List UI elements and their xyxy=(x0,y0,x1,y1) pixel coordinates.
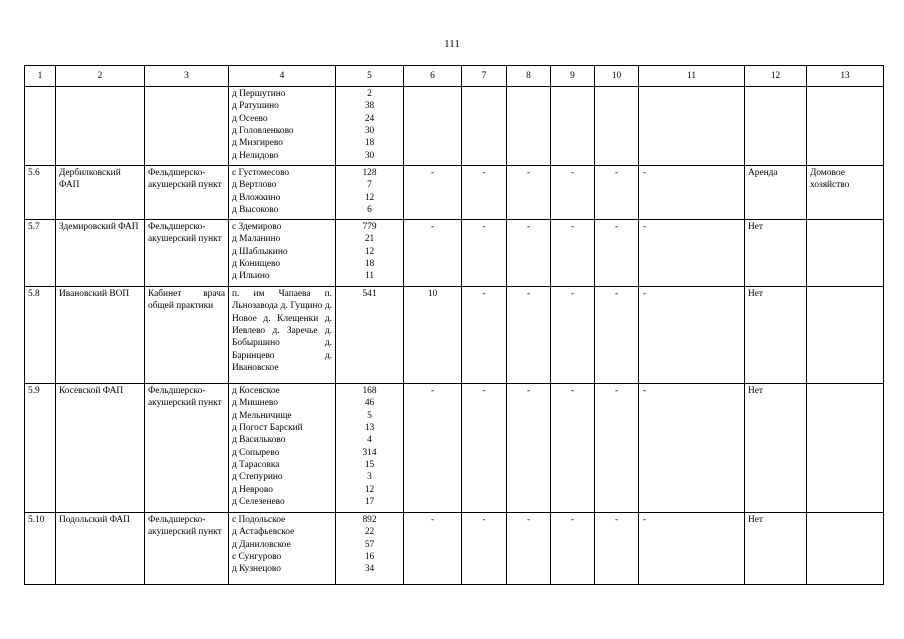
population-value: 892 xyxy=(362,515,377,525)
col-10-cell: - xyxy=(595,384,639,513)
col-7-cell: - xyxy=(462,287,507,384)
col-10-cell xyxy=(595,87,639,166)
population-value: 18 xyxy=(364,259,375,270)
population-value: 46 xyxy=(364,398,375,409)
col-11-cell: - xyxy=(639,166,745,220)
col-7-cell xyxy=(462,87,507,166)
col-6-cell: 10 xyxy=(404,287,462,384)
facility-name-cell: Ивановский ВОП xyxy=(56,287,145,384)
settlement-name: д Ильино xyxy=(232,271,270,282)
col-10-cell: - xyxy=(595,513,639,585)
premises-cell xyxy=(807,513,884,585)
premises-cell xyxy=(807,287,884,384)
col-11-cell: - xyxy=(639,220,745,287)
settlement-name: д Селезенево xyxy=(232,497,285,508)
facility-name-cell: Косевской ФАП xyxy=(56,384,145,513)
population-value: 779 xyxy=(362,222,377,232)
population-value: 16 xyxy=(364,552,375,563)
population-value: 4 xyxy=(367,435,372,446)
settlement-name: д Вложкино xyxy=(232,192,281,203)
header-cell: 2 xyxy=(56,66,145,87)
header-cell: 13 xyxy=(807,66,884,87)
population-value: 12 xyxy=(364,192,375,203)
table-row xyxy=(25,220,884,287)
population-value: 13 xyxy=(364,423,375,434)
col-11-cell xyxy=(639,87,745,166)
settlement-name: д Тарасовка xyxy=(232,460,280,471)
settlement-name: д Конищево xyxy=(232,259,281,270)
col-10-cell: - xyxy=(595,220,639,287)
header-cell: 3 xyxy=(145,66,229,87)
population-value: 21 xyxy=(364,234,375,245)
settlement-name: с Подольское xyxy=(232,515,286,525)
settlement-name: д Осеево xyxy=(232,113,268,124)
settlements-cell xyxy=(229,384,336,513)
settlement-name: с Здемирово xyxy=(232,222,282,232)
header-cell: 4 xyxy=(229,66,336,87)
ownership-cell: Нет xyxy=(745,287,807,384)
page-number: 111 xyxy=(444,38,460,50)
settlement-name: с Густомесово xyxy=(232,168,290,178)
col-9-cell xyxy=(551,87,595,166)
col-9-cell: - xyxy=(551,384,595,513)
facility-type-cell: Фельдшерско-акушерский пункт xyxy=(145,513,229,585)
row-number-cell: 5.6 xyxy=(25,166,56,220)
population-value: 6 xyxy=(367,205,372,216)
population-value: 541 xyxy=(362,289,377,299)
population-value: 12 xyxy=(364,484,375,495)
settlements-cell xyxy=(229,166,336,220)
col-9-cell: - xyxy=(551,166,595,220)
facility-name-cell: Дербилковский ФАП xyxy=(56,166,145,220)
settlement-name: д Шаблыкино xyxy=(232,246,288,257)
settlement-name: д Косевское xyxy=(232,386,280,396)
settlement-name: д Вертлово xyxy=(232,180,277,191)
table-row xyxy=(25,513,884,585)
row-number-cell: 5.8 xyxy=(25,287,56,384)
col-7-cell: - xyxy=(462,513,507,585)
settlements-cell xyxy=(229,87,336,166)
table-header-row xyxy=(25,66,884,87)
population-value: 3 xyxy=(367,472,372,483)
settlement-name: д Астафьевское xyxy=(232,527,295,538)
settlement-name: д Даниловское xyxy=(232,539,291,550)
col-6-cell: - xyxy=(404,166,462,220)
ownership-cell: Нет xyxy=(745,384,807,513)
header-cell: 11 xyxy=(639,66,745,87)
facility-type-cell: Фельдшерско-акушерский пункт xyxy=(145,166,229,220)
header-cell: 5 xyxy=(336,66,404,87)
col-6-cell: - xyxy=(404,220,462,287)
premises-cell: Домовое хозяйство xyxy=(807,166,884,220)
table-row xyxy=(25,384,884,513)
settlement-name: д Головленково xyxy=(232,126,294,137)
facility-type-cell: Кабинет врача общей практики xyxy=(145,287,229,384)
row-number-cell: 5.9 xyxy=(25,384,56,513)
col-11-cell: - xyxy=(639,287,745,384)
col-8-cell: - xyxy=(507,384,551,513)
col-11-cell: - xyxy=(639,384,745,513)
col-8-cell: - xyxy=(507,220,551,287)
facility-name-cell xyxy=(56,87,145,166)
settlement-name: д Мишнево xyxy=(232,398,278,409)
facility-type-cell: Фельдшерско-акушерский пункт xyxy=(145,384,229,513)
header-cell: 12 xyxy=(745,66,807,87)
col-6-cell: - xyxy=(404,513,462,585)
col-8-cell: - xyxy=(507,513,551,585)
population-cell xyxy=(336,166,404,220)
row-number-cell: 5.7 xyxy=(25,220,56,287)
settlement-name: с Сунгурово xyxy=(232,552,282,563)
settlement-name: д Ратушино xyxy=(232,101,279,112)
table-row xyxy=(25,87,884,166)
premises-cell xyxy=(807,87,884,166)
settlement-name: д Сопырево xyxy=(232,447,280,458)
premises-cell xyxy=(807,384,884,513)
table-row xyxy=(25,166,884,220)
population-cell xyxy=(336,287,404,384)
population-value: 17 xyxy=(364,497,375,508)
population-value: 7 xyxy=(367,180,372,191)
col-8-cell: - xyxy=(507,287,551,384)
population-value: 11 xyxy=(364,271,375,282)
population-value: 314 xyxy=(362,447,377,458)
settlement-name: д Маланино xyxy=(232,234,281,245)
settlement-name: д Мельничище xyxy=(232,410,292,421)
ownership-cell: Аренда xyxy=(745,166,807,220)
settlement-name: д Кузнецово xyxy=(232,564,281,575)
population-value: 30 xyxy=(364,150,375,161)
settlement-name: д Высоково xyxy=(232,205,279,216)
settlement-name: д Неврово xyxy=(232,484,273,495)
header-cell: 8 xyxy=(507,66,551,87)
population-value: 12 xyxy=(364,246,375,257)
settlement-name: д Степурино xyxy=(232,472,283,483)
col-8-cell xyxy=(507,87,551,166)
settlement-name: д Погост Барский xyxy=(232,423,303,434)
settlements-cell: п. им Чапаева п. Льнозавода д. Гущино д. Новое д. Клещенки д. Иевлево д. Заречье д. Бобыршино д. Баринцево д. Ивановское xyxy=(229,287,336,384)
facility-name-cell: Подольский ФАП xyxy=(56,513,145,585)
facility-type-cell: Фельдшерско-акушерский пункт xyxy=(145,220,229,287)
header-cell: 6 xyxy=(404,66,462,87)
col-10-cell: - xyxy=(595,287,639,384)
population-value: 57 xyxy=(364,539,375,550)
settlements-cell xyxy=(229,513,336,585)
population-cell xyxy=(336,384,404,513)
col-11-cell: - xyxy=(639,513,745,585)
row-number-cell xyxy=(25,87,56,166)
ownership-cell: Нет xyxy=(745,513,807,585)
col-9-cell: - xyxy=(551,287,595,384)
ownership-cell: Нет xyxy=(745,220,807,287)
population-value: 2 xyxy=(367,89,372,99)
header-cell: 1 xyxy=(25,66,56,87)
population-value: 128 xyxy=(362,168,377,178)
col-6-cell xyxy=(404,87,462,166)
settlement-name: д Мизгирево xyxy=(232,138,283,149)
population-value: 15 xyxy=(364,460,375,471)
ownership-cell xyxy=(745,87,807,166)
header-cell: 10 xyxy=(595,66,639,87)
col-10-cell: - xyxy=(595,166,639,220)
settlements-cell xyxy=(229,220,336,287)
population-cell xyxy=(336,513,404,585)
facilities-table xyxy=(24,65,884,585)
row-number-cell: 5.10 xyxy=(25,513,56,585)
col-6-cell: - xyxy=(404,384,462,513)
col-7-cell: - xyxy=(462,166,507,220)
population-cell xyxy=(336,220,404,287)
settlement-name: д Васильково xyxy=(232,435,286,446)
header-cell: 7 xyxy=(462,66,507,87)
col-7-cell: - xyxy=(462,384,507,513)
header-cell: 9 xyxy=(551,66,595,87)
col-9-cell: - xyxy=(551,513,595,585)
population-value: 5 xyxy=(367,410,372,421)
table-row xyxy=(25,287,884,384)
col-7-cell: - xyxy=(462,220,507,287)
population-cell xyxy=(336,87,404,166)
col-8-cell: - xyxy=(507,166,551,220)
settlement-name: д Нелидово xyxy=(232,150,279,161)
facility-name-cell: Здемировский ФАП xyxy=(56,220,145,287)
population-value: 24 xyxy=(364,113,375,124)
population-value: 18 xyxy=(364,138,375,149)
population-value: 34 xyxy=(364,564,375,575)
col-9-cell: - xyxy=(551,220,595,287)
settlement-name: д Першутино xyxy=(232,89,286,99)
population-value: 38 xyxy=(364,101,375,112)
population-value: 22 xyxy=(364,527,375,538)
facility-type-cell xyxy=(145,87,229,166)
population-value: 168 xyxy=(362,386,377,396)
premises-cell xyxy=(807,220,884,287)
population-value: 30 xyxy=(364,126,375,137)
